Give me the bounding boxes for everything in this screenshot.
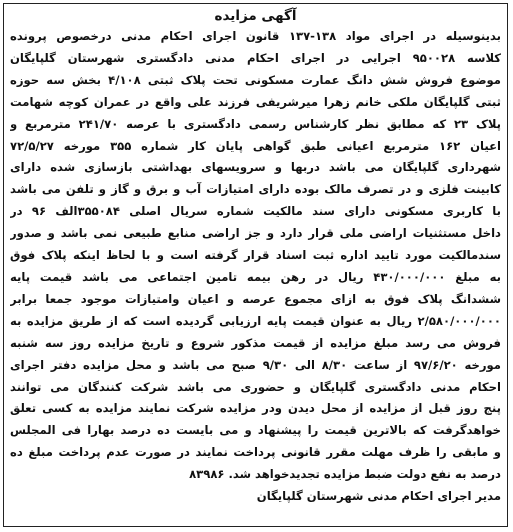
- notice-line: و مابقی را ظرف مهلت مقرر قانونی پرداخت نمایند در صورت عدم پرداخت مبلغ ده: [10, 445, 501, 460]
- auction-notice: [3, 3, 508, 527]
- notice-line: داخل مستثنیات اراضی ملی قرار دارد و جز اراضی منابع طبیعی نمی باشد و صدور: [10, 226, 501, 241]
- notice-line: درصد به نفع دولت ضبط مزایده تجدیدخواهد شد. ۸۳۹۸۶: [189, 467, 501, 482]
- notice-line: فروش می رسد مبلغ مزایده از قیمت مذکور شروع و تاریخ مزایده روز سه شنبه: [10, 335, 501, 350]
- notice-line: کابینت فلزی و در تصرف مالک بوده دارای امتیازات آب و برق و گاز و تلفن می باشد: [10, 182, 501, 197]
- notice-line: خواهدگرفت که بالاترین قیمت را پیشنهاد و می بایست ده درصد بهارا فی المجلس: [10, 423, 501, 438]
- notice-line: اعیان ۱۶۲ مترمربع اعیانی طبق گواهی پایان کار شماره ۳۵۵ مورخه ۷۲/۵/۲۷: [10, 138, 501, 153]
- notice-line: ثبتی گلپایگان ملکی خانم زهرا میرشریفی فرزند علی واقع در عمران کوچه شهامت: [10, 94, 501, 109]
- notice-line: پنج روز قبل از مزایده از محل دیدن ودر مزایده شرکت نمایند مزایده به کسی تعلق: [10, 401, 501, 416]
- notice-line: با کاربری مسکونی دارای سند مالکیت شماره سریال اصلی ۳۵۵۰۸۴الف ۹۶ در: [10, 204, 501, 219]
- notice-line: موضوع فروش شش دانگ عمارت مسکونی تحت پلاک ثبتی ۴/۱۰۸ بخش سه حوزه: [10, 72, 501, 87]
- notice-line: مورخه ۹۷/۶/۲۰ از ساعت ۸/۳۰ الی ۹/۳۰ صبح می باشد و محل مزایده دفتر اجرای: [10, 357, 501, 372]
- notice-line: بدینوسیله در اجرای مواد ۱۳۸-۱۳۷ قانون اجرای احکام مدنی درخصوص پرونده: [10, 29, 501, 43]
- notice-body: [10, 26, 501, 486]
- notice-title: آگهی مزایده: [214, 8, 297, 24]
- notice-line: سندمالکیت مورد تایید اداره ثبت اسناد قرار گرفته است و با لحاظ اینکه پلاک فوق: [10, 248, 501, 263]
- notice-line: ۲/۵۸۰/۰۰۰/۰۰۰ ریال به عنوان قیمت پایه ارزیابی گردیده است که از طریق مزایده به: [10, 313, 501, 328]
- notice-signature: مدیر اجرای احکام مدنی شهرستان گلپایگان: [256, 489, 501, 504]
- notice-line: ششدانگ پلاک فوق به ازای مجموع عرصه و اعیان وامتیازات موجود جمعا برابر: [10, 291, 501, 306]
- notice-line: پلاک ۲۳ که مطابق نظر کارشناس رسمی دادگستری با عرصه ۲۴۱/۷۰ مترمربع و: [10, 116, 501, 131]
- notice-line: شهرداری گلپایگان می باشد دربها و سرویسهای بهداشتی بازسازی شده دارای: [10, 160, 501, 175]
- notice-line: کلاسه ۹۵۰۰۲۸ اجرایی در اجرای احکام مدنی دادگستری شهرستان گلپایگان: [10, 50, 501, 65]
- notice-line: به مبلغ ۴۳۰/۰۰۰/۰۰۰ ریال در رهن بیمه تامین اجتماعی می باشد قیمت پایه: [10, 269, 501, 284]
- notice-line: احکام مدنی دادگستری گلپایگان و حضوری می باشد شرکت کنندگان می توانند: [10, 379, 501, 394]
